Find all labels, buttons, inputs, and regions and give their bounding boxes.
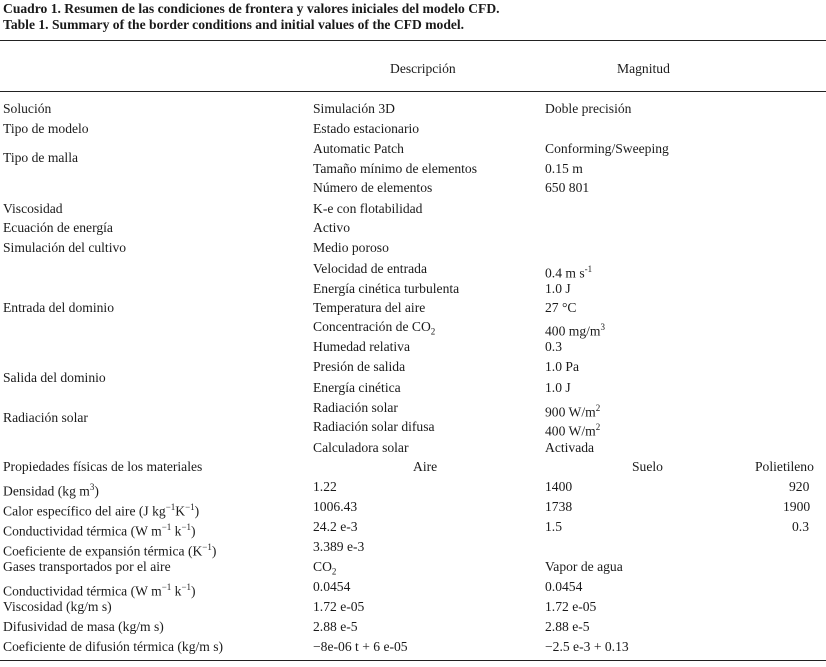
param-energy-equation: Ecuación de energía xyxy=(3,220,113,235)
soil-thermal-conductivity: 1.5 xyxy=(545,519,562,534)
value-outlet-pressure: 1.0 Pa xyxy=(545,359,579,374)
param-model-type: Tipo de modelo xyxy=(3,121,89,136)
vapor-viscosity: 1.72 e-05 xyxy=(545,599,597,614)
desc-crop-simulation: Medio poroso xyxy=(313,240,389,255)
table-caption-english: Table 1. Summary of the border conditions and initial values of the CFD model. xyxy=(3,17,465,32)
param-viscosity: Viscosidad xyxy=(3,201,63,216)
desc-outlet-kinetic-energy: Energía cinética xyxy=(313,380,401,395)
air-density: 1.22 xyxy=(313,479,337,494)
soil-density: 1400 xyxy=(545,479,573,494)
desc-element-count: Número de elementos xyxy=(313,180,433,195)
value-inlet-velocity: 0.4 m $s^{-1}$ xyxy=(545,264,593,281)
param-mass-diffusivity: Difusividad de masa (kg/m s) xyxy=(3,619,164,634)
soil-specific-heat: 1738 xyxy=(545,499,573,514)
top-rule xyxy=(0,40,826,41)
materials-section-title: Propiedades físicas de los materiales xyxy=(3,459,203,474)
desc-relative-humidity: Humedad relativa xyxy=(313,339,411,354)
desc-automatic-patch: Automatic Patch xyxy=(313,141,404,156)
air-thermal-expansion: 3.389 e-3 xyxy=(313,539,365,554)
param-thermal-diffusion: Coeficiente de difusión térmica (kg/m s) xyxy=(3,639,224,654)
param-domain-inlet: Entrada del dominio xyxy=(3,300,114,315)
value-co2-concentration: 400 $mg/m^3$ xyxy=(545,322,606,339)
desc-model-type: Estado estacionario xyxy=(313,121,420,136)
param-specific-heat: Calor específico del aire (J $kg^{-1}K^{-1}$) xyxy=(3,502,200,519)
co2-thermal-diffusion: −8e-06 t + 6 e-05 xyxy=(313,639,408,654)
co2-mass-diffusivity: 2.88 e-5 xyxy=(313,619,358,634)
param-density: Densidad (kg $m^3$) xyxy=(3,482,99,499)
desc-inlet-velocity: Velocidad de entrada xyxy=(313,261,427,276)
param-domain-outlet: Salida del dominio xyxy=(3,370,106,385)
desc-solar-calculator: Calculadora solar xyxy=(313,440,409,455)
param-solar-radiation: Radiación solar xyxy=(3,410,88,425)
param-gas-viscosity: Viscosidad (kg/m s) xyxy=(3,599,112,614)
co2-thermal-conductivity: 0.0454 xyxy=(313,579,351,594)
value-solution: Doble precisión xyxy=(545,101,632,116)
vapor-thermal-conductivity: 0.0454 xyxy=(545,579,583,594)
param-gas-thermal-conductivity: Conductividad térmica (W $m^{-1}$ $k^{-1}$) xyxy=(3,582,196,599)
desc-solar-radiation: Radiación solar xyxy=(313,400,398,415)
column-header-description: Descripción xyxy=(390,61,456,76)
value-solar-calculator: Activada xyxy=(545,440,595,455)
value-min-element-size: 0.15 m xyxy=(545,161,583,176)
polyethylene-density: 920 xyxy=(789,479,810,494)
table-caption-spanish: Cuadro 1. Resumen de las condiciones de frontera y valores iniciales del modelo CFD. xyxy=(3,1,500,16)
vapor-mass-diffusivity: 2.88 e-5 xyxy=(545,619,590,634)
value-outlet-kinetic-energy: 1.0 J xyxy=(545,380,571,395)
vapor-thermal-diffusion: −2.5 e-3 + 0.13 xyxy=(545,639,629,654)
bottom-rule xyxy=(0,660,826,661)
param-thermal-expansion: Coeficiente de expansión térmica $(K^{-1})$ xyxy=(3,542,217,559)
value-automatic-patch: Conforming/Sweeping xyxy=(545,141,669,156)
value-solar-radiation: 900 $W/m^2$ xyxy=(545,403,601,420)
gas-column-co2: $CO_2$ xyxy=(313,559,337,577)
desc-co2-concentration: Concentración de $CO_2$ xyxy=(313,319,436,337)
desc-solution: Simulación 3D xyxy=(313,101,395,116)
value-element-count: 650 801 xyxy=(545,180,590,195)
air-thermal-conductivity: 24.2 e-3 xyxy=(313,519,358,534)
value-turbulent-kinetic-energy: 1.0 J xyxy=(545,281,571,296)
desc-diffuse-radiation: Radiación solar difusa xyxy=(313,419,435,434)
co2-viscosity: 1.72 e-05 xyxy=(313,599,365,614)
gas-column-water-vapor: Vapor de agua xyxy=(545,559,623,574)
materials-column-polyethylene: Polietileno xyxy=(755,459,814,474)
desc-turbulent-kinetic-energy: Energía cinética turbulenta xyxy=(313,281,460,296)
column-header-magnitude: Magnitud xyxy=(617,61,670,76)
gases-section-title: Gases transportados por el aire xyxy=(3,559,171,574)
air-specific-heat: 1006.43 xyxy=(313,499,358,514)
polyethylene-thermal-conductivity: 0.3 xyxy=(792,519,809,534)
polyethylene-specific-heat: 1900 xyxy=(783,499,811,514)
materials-column-air: Aire xyxy=(413,459,438,474)
desc-air-temperature: Temperatura del aire xyxy=(313,300,426,315)
param-crop-simulation: Simulación del cultivo xyxy=(3,240,127,255)
desc-energy-equation: Activo xyxy=(313,220,350,235)
value-diffuse-radiation: 400 $W/m^2$ xyxy=(545,422,601,439)
param-thermal-conductivity: Conductividad térmica (W $m^{-1}$ $k^{-1}$) xyxy=(3,522,196,539)
value-relative-humidity: 0.3 xyxy=(545,339,562,354)
header-rule xyxy=(0,91,826,92)
desc-viscosity: K-e con flotabilidad xyxy=(313,201,423,216)
param-mesh-type: Tipo de malla xyxy=(3,150,79,165)
value-air-temperature: 27 °C xyxy=(545,300,577,315)
materials-column-soil: Suelo xyxy=(632,459,663,474)
param-solution: Solución xyxy=(3,101,52,116)
desc-min-element-size: Tamaño mínimo de elementos xyxy=(313,161,478,176)
desc-outlet-pressure: Presión de salida xyxy=(313,359,406,374)
